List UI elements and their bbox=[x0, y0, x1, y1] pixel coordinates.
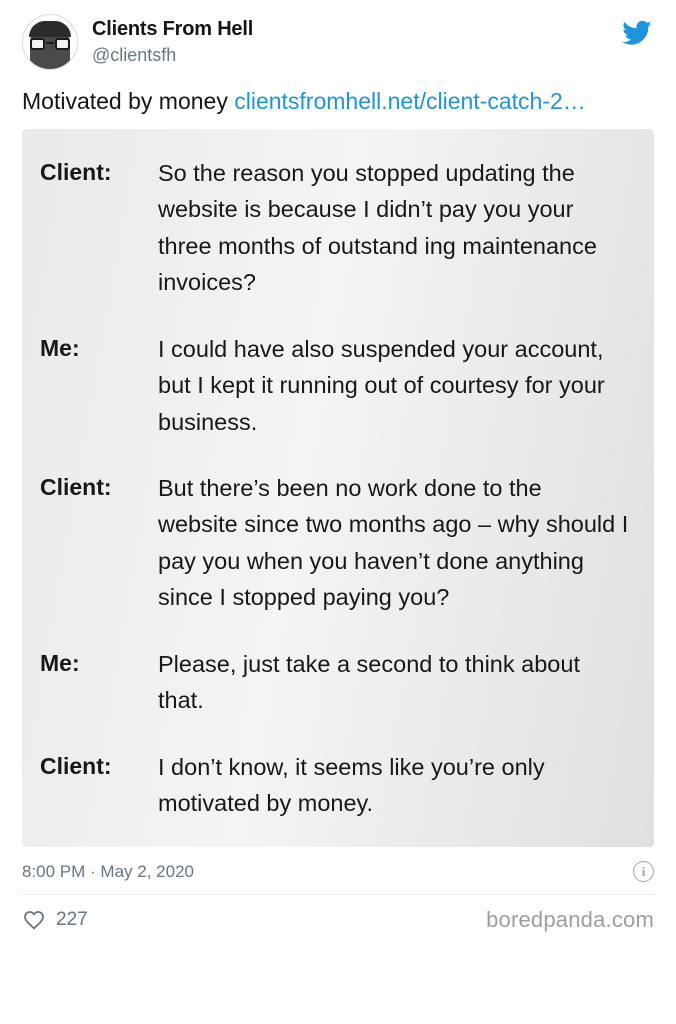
glasses-icon bbox=[30, 38, 70, 50]
display-name[interactable]: Clients From Hell bbox=[92, 18, 254, 40]
tweet-text-prefix: Motivated by money bbox=[22, 88, 235, 114]
tweet-link[interactable]: clientsfromhell.net/client-catch-2… bbox=[234, 88, 586, 114]
conversation-speaker: Client: bbox=[40, 474, 112, 500]
conversation-speaker: Me: bbox=[40, 334, 80, 361]
conversation-row bbox=[40, 749, 632, 822]
conversation-row bbox=[40, 155, 632, 301]
avatar-hair bbox=[29, 21, 71, 37]
tweet-timestamp: 8:00 PM · May 2, 2020 bbox=[22, 861, 194, 881]
conversation-line: I could have also suspended your account, but I kept it running out of courtesy for your business. bbox=[158, 335, 612, 435]
conversation-line: So the reason you stopped updating the website is because I didn’t pay you your three months of outstand ing maintenance invoices? bbox=[158, 160, 604, 296]
conversation-speaker: Client: bbox=[40, 752, 112, 779]
like-count: 227 bbox=[56, 909, 88, 931]
watermark: boredpanda.com bbox=[486, 907, 654, 933]
footer-divider bbox=[22, 894, 654, 895]
conversation-line: Please, just take a second to think about that. bbox=[158, 650, 587, 714]
avatar[interactable] bbox=[22, 14, 78, 70]
conversation-row bbox=[40, 646, 632, 719]
conversation-row bbox=[40, 331, 632, 440]
conversation-line: But there’s been no work done to the website since two months ago – why should I pay you when you haven’t done anything since I stopped paying you? bbox=[158, 475, 635, 611]
conversation-image[interactable] bbox=[22, 129, 654, 847]
info-icon[interactable]: i bbox=[633, 861, 654, 882]
tweet-text bbox=[22, 86, 654, 117]
tweet-header bbox=[22, 14, 654, 70]
like-group[interactable] bbox=[22, 908, 88, 932]
twitter-bird-icon[interactable] bbox=[620, 18, 654, 48]
heart-icon[interactable] bbox=[22, 908, 46, 932]
account-handle[interactable]: @clientsfh bbox=[92, 45, 177, 65]
tweet-footer bbox=[22, 861, 654, 882]
account-names bbox=[92, 14, 253, 67]
tweet-actions bbox=[22, 907, 654, 933]
conversation-speaker: Me: bbox=[40, 649, 80, 676]
conversation-speaker: Client: bbox=[40, 159, 112, 186]
conversation-line: I don’t know, it seems like you’re only motivated by money. bbox=[158, 753, 552, 816]
conversation-row bbox=[40, 470, 635, 616]
